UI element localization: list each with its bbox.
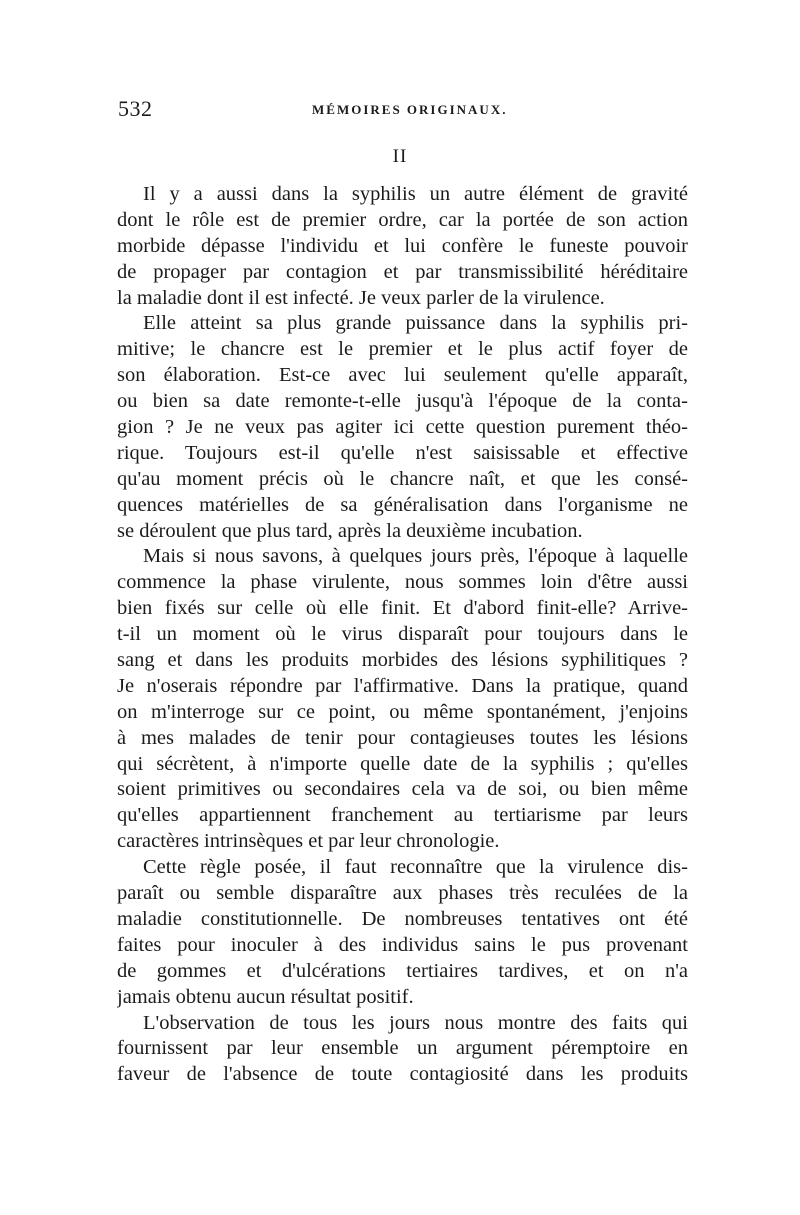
text-line: rique. Toujours est-il qu'elle n'est saisissable et effective	[117, 441, 688, 464]
text-line: t-il un moment où le virus disparaît pour toujours dans le	[117, 623, 688, 646]
text-line: Il y a aussi dans la syphilis un autre élément de gravité	[143, 183, 688, 205]
running-head: MÉMOIRES ORIGINAUX.	[312, 102, 508, 117]
text-line: quences matérielles de sa généralisation dans l'organisme ne	[117, 493, 688, 516]
text-line: Mais si nous savons, à quelques jours près, l'époque à laquelle	[143, 545, 688, 568]
text-line: qu'elles appartiennent franchement au tertiarisme par leurs	[117, 804, 688, 827]
text-line: qu'au moment précis où le chancre naît, et que les consé-	[117, 467, 688, 490]
text-line: ou bien sa date remonte-t-elle jusqu'à l'époque de la conta-	[117, 390, 688, 413]
text-line: maladie constitutionnelle. De nombreuses tentatives ont été	[117, 907, 688, 930]
text-line: soient primitives ou secondaires cela va de soi, ou bien même	[117, 778, 688, 801]
body-text	[117, 182, 688, 1088]
text-line: mitive; le chancre est le premier et le plus actif foyer de	[117, 338, 688, 361]
text-line: gion ? Je ne veux pas agiter ici cette question purement théo-	[117, 416, 688, 439]
text-line: de gommes et d'ulcérations tertiaires tardives, et on n'a	[117, 959, 688, 982]
text-line: qui sécrètent, à n'importe quelle date de la syphilis ; qu'elles	[117, 752, 688, 775]
text-line: caractères intrinsèques et par leur chronologie.	[117, 830, 500, 853]
page-header	[118, 96, 688, 126]
text-line: Je n'oserais répondre par l'affirmative. Dans la pratique, quand	[117, 674, 688, 697]
text-line: bien fixés sur celle où elle finit. Et d'abord finit-elle? Arrive-	[117, 597, 688, 620]
text-line: commence la phase virulente, nous sommes loin d'être aussi	[117, 571, 688, 594]
page-number: 532	[118, 96, 153, 121]
text-line: faveur de l'absence de toute contagiosité dans les produits	[117, 1063, 688, 1086]
text-line: la maladie dont il est infecté. Je veux parler de la virulence.	[117, 286, 605, 309]
text-line: de propager par contagion et par transmissibilité héréditaire	[117, 260, 688, 283]
section-number: II	[392, 146, 408, 167]
text-line: à mes malades de tenir pour contagieuses toutes les lésions	[117, 726, 688, 749]
text-line: L'observation de tous les jours nous montre des faits qui	[143, 1011, 688, 1034]
text-line: se déroulent que plus tard, après la deuxième incubation.	[117, 519, 583, 542]
text-line: faites pour inoculer à des individus sains le pus provenant	[117, 933, 688, 956]
text-line: sang et dans les produits morbides des lésions syphilitiques ?	[117, 649, 688, 672]
text-line: on m'interroge sur ce point, ou même spontanément, j'enjoins	[117, 700, 688, 723]
text-line: son élaboration. Est-ce avec lui seulement qu'elle apparaît,	[117, 364, 688, 387]
text-line: morbide dépasse l'individu et lui confère le funeste pouvoir	[117, 234, 688, 257]
text-line: Cette règle posée, il faut reconnaître que la virulence dis-	[143, 856, 688, 879]
text-line: fournissent par leur ensemble un argument péremptoire en	[117, 1037, 688, 1060]
text-line: Elle atteint sa plus grande puissance dans la syphilis pri-	[143, 312, 688, 335]
text-line: paraît ou semble disparaître aux phases très reculées de la	[117, 882, 688, 905]
text-line: jamais obtenu aucun résultat positif.	[117, 985, 414, 1008]
text-line: dont le rôle est de premier ordre, car la portée de son action	[117, 208, 688, 231]
